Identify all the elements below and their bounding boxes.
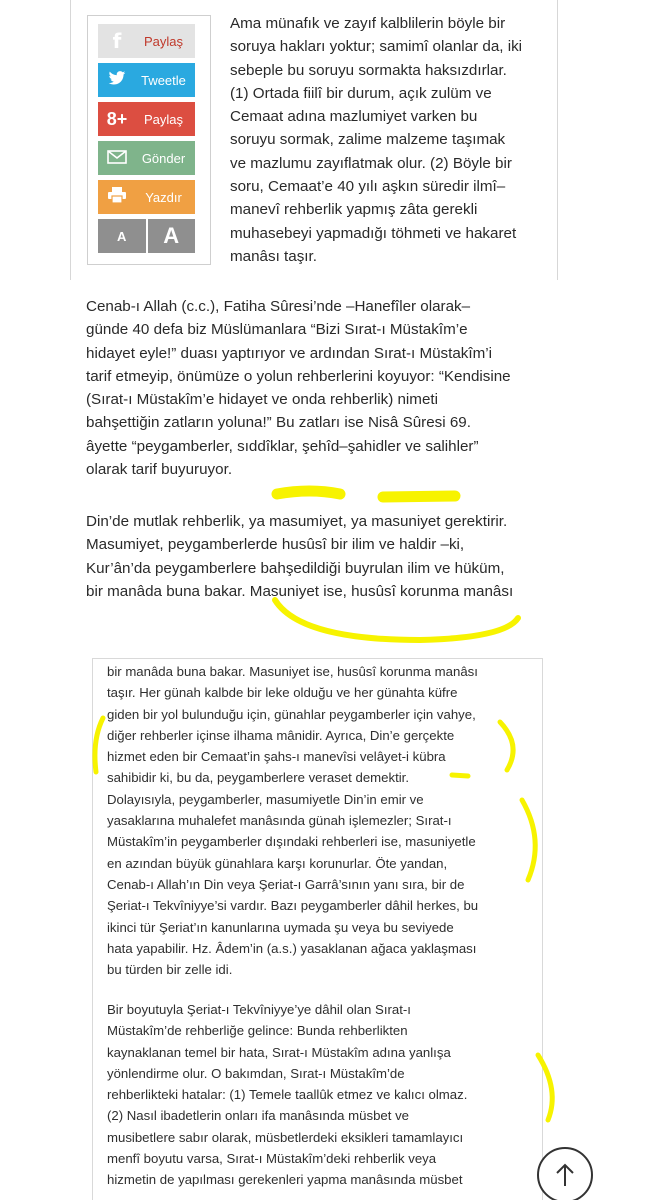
print-label: Yazdır <box>145 189 182 205</box>
text-line: ve mazlumu zayıflatmak olur. (2) Böyle bir <box>230 154 512 172</box>
text-line: taşır. Her günah kalbde bir leke olduğu ve her günahta küfre <box>107 685 458 701</box>
font-increase-button[interactable]: A <box>148 219 196 253</box>
text-line: Dolayısıyla, peygamberler, masumiyetle Din’in emir ve <box>107 791 424 807</box>
twitter-share-button[interactable] <box>98 63 195 97</box>
article-screenshot-bottom <box>92 658 543 1200</box>
text-line: bir manâda buna bakar. Masuniyet ise, husûsî korunma manâsı <box>107 664 478 679</box>
text-line: Müstakîm’de rehberliğe gelince: Bunda rehberlikten <box>107 1023 408 1039</box>
article-paragraph-masumiyet <box>86 510 513 603</box>
facebook-share-label: Paylaş <box>143 33 184 49</box>
text-line: muhasebeyi yapmadığı töhmeti ve hakaret <box>230 224 517 242</box>
text-line: sahibidir ki, bu da, peygamberlere veraset demektir. <box>107 770 409 786</box>
content-border-left <box>70 0 71 280</box>
text-line: soruyu sormak, zalime malzeme taşımak <box>230 131 506 149</box>
text-line: soru, Cemaat’e 40 yılı aşkın süredir ilmî– <box>230 178 506 196</box>
facebook-icon: f <box>112 29 122 53</box>
text-line: kaynaklanan temel bir hata, Sırat-ı Müstakîm adına yanlışa <box>107 1044 451 1060</box>
text-line: giden bir yol bulunduğu için, günahlar peygamberler için vahye, <box>107 706 476 722</box>
text-line: menfî boyutu varsa, Sırat-ı Müstakîm’deki rehberlik veya <box>107 1151 437 1167</box>
text-line: manevî rehberlik yapmış zâta gerekli <box>230 201 478 219</box>
article-intro-paragraph <box>230 12 522 268</box>
twitter-bird-icon <box>98 70 136 91</box>
font-decrease-button[interactable]: A <box>98 219 146 253</box>
article-paragraph-tekviniyye <box>107 999 467 1191</box>
arrow-up-icon <box>554 1162 576 1188</box>
text-line: (2) Nasıl ibadetlerin onları ifa manâsında müsbet ve <box>107 1108 409 1124</box>
text-line: Masumiyet, peygamberlerde husûsî bir ilim ve haldir –ki, <box>86 536 465 554</box>
text-line: hidayet eyle!” duası yaptırıyor ve ardından Sırat-ı Müstakîm’i <box>86 344 493 362</box>
text-line: Şeriat-ı Tekvîniyye’si vardır. Bazı peygamberler dâhil herkes, bu <box>107 898 479 914</box>
text-line: yasaklarına muhalefet manâsında günah işlemezler; Sırat-ı <box>107 813 452 829</box>
text-line: manâsı taşır. <box>230 247 317 265</box>
article-paragraph-fatiha <box>86 295 511 481</box>
text-line: âyette “peygamberler, sıddîklar, şehîd–şahidler ve salihler” <box>86 437 479 455</box>
scroll-to-top-button[interactable] <box>537 1147 593 1200</box>
text-line: bir manâda buna bakar. Masuniyet ise, husûsî korunma manâsı <box>86 582 514 600</box>
google-plus-share-button[interactable] <box>98 102 195 136</box>
text-line: musibetlere sabır olarak, müsbetlerdeki eksikleri tamamlayıcı <box>107 1129 464 1145</box>
google-plus-icon: 8+ <box>106 108 128 129</box>
twitter-share-label: Tweetle <box>141 72 186 88</box>
text-line: (1) Ortada fiilî bir durum, açık zulüm ve <box>230 84 492 102</box>
text-line: soruya hakları yoktur; samimî olanlar da, iki <box>230 38 523 56</box>
text-line: bu türden bir zelle idi. <box>107 962 233 978</box>
text-line: olarak tarif buyuruyor. <box>86 461 233 479</box>
text-line: yönlendirme olur. O bakımdan, Sırat-ı Müstakîm’de <box>107 1065 405 1081</box>
text-line: Cemaat adına mazlumiyet varken bu <box>230 108 478 126</box>
printer-icon <box>98 186 136 209</box>
text-line: ikinci tür Şeriat’ın kanunlarına uymada şu veya bu seviyede <box>107 919 454 935</box>
text-line: bahşettiğin zatların yoluna!” Bu zatları ise Nisâ Sûresi 69. <box>86 414 471 432</box>
text-line: sebeple bu soruyu sormakta haksızdırlar. <box>230 61 507 79</box>
text-line: hizmetin de yapılması gerekenleri yapma manâsında müsbet <box>107 1172 463 1188</box>
content-border-right <box>557 0 558 280</box>
text-line: tarif etmeyip, önümüze o yolun rehberlerini koyuyor: “Kendisine <box>86 367 511 385</box>
text-line: rehberlikteki hatalar: (1) Temele taallûk etmez ve kalıcı olmaz. <box>107 1087 468 1103</box>
text-line: Din’de mutlak rehberlik, ya masumiyet, ya masuniyet gerektirir. <box>86 513 508 530</box>
share-widget <box>87 15 211 265</box>
text-line: Cenab-ı Allah’ın Din veya Şeriat-ı Garrâ’sının yanı sıra, bir de <box>107 876 465 892</box>
google-plus-share-label: Paylaş <box>143 111 184 127</box>
text-line: Kur’ân’da peygamberlere bahşedildiği buyrulan ilim ve hüküm, <box>86 559 505 577</box>
email-share-label: Gönder <box>141 150 186 166</box>
text-line: en azından büyük günahlara karşı korunurlar. Öte yandan, <box>107 855 448 871</box>
text-line: hizmet eden bir Cemaat’in şahs-ı manevîsi velâyet-i kübra <box>107 749 446 765</box>
print-button[interactable] <box>98 180 195 214</box>
email-share-button[interactable] <box>98 141 195 175</box>
envelope-icon <box>98 148 136 169</box>
text-line: Bir boyutuyla Şeriat-ı Tekvîniyye’ye dâhil olan Sırat-ı <box>107 1002 411 1017</box>
facebook-share-button[interactable] <box>98 24 195 58</box>
text-line: Ama münafık ve zayıf kalblilerin böyle bir <box>230 15 506 32</box>
text-line: diğer rehberler içinse ilhama mânidir. Ayrıca, Din’e gerçekte <box>107 727 455 743</box>
article-paragraph-masuniyet <box>107 661 478 980</box>
text-line: Müstakîm’in peygamberler dışındaki rehberleri ise, masuniyetle <box>107 834 476 850</box>
text-line: günde 40 defa biz Müslümanlara “Bizi Sırat-ı Müstakîm’e <box>86 321 468 339</box>
text-line: hata yapabilir. Hz. Âdem’in (a.s.) yasaklanan ağaca yaklaşması <box>107 940 477 956</box>
font-size-controls <box>98 219 195 253</box>
text-line: (Sırat-ı Müstakîm’e hidayet ve onda rehberlik) nimeti <box>86 391 438 409</box>
text-line: Cenab-ı Allah (c.c.), Fatiha Sûresi’nde –Hanefîler olarak– <box>86 298 471 315</box>
